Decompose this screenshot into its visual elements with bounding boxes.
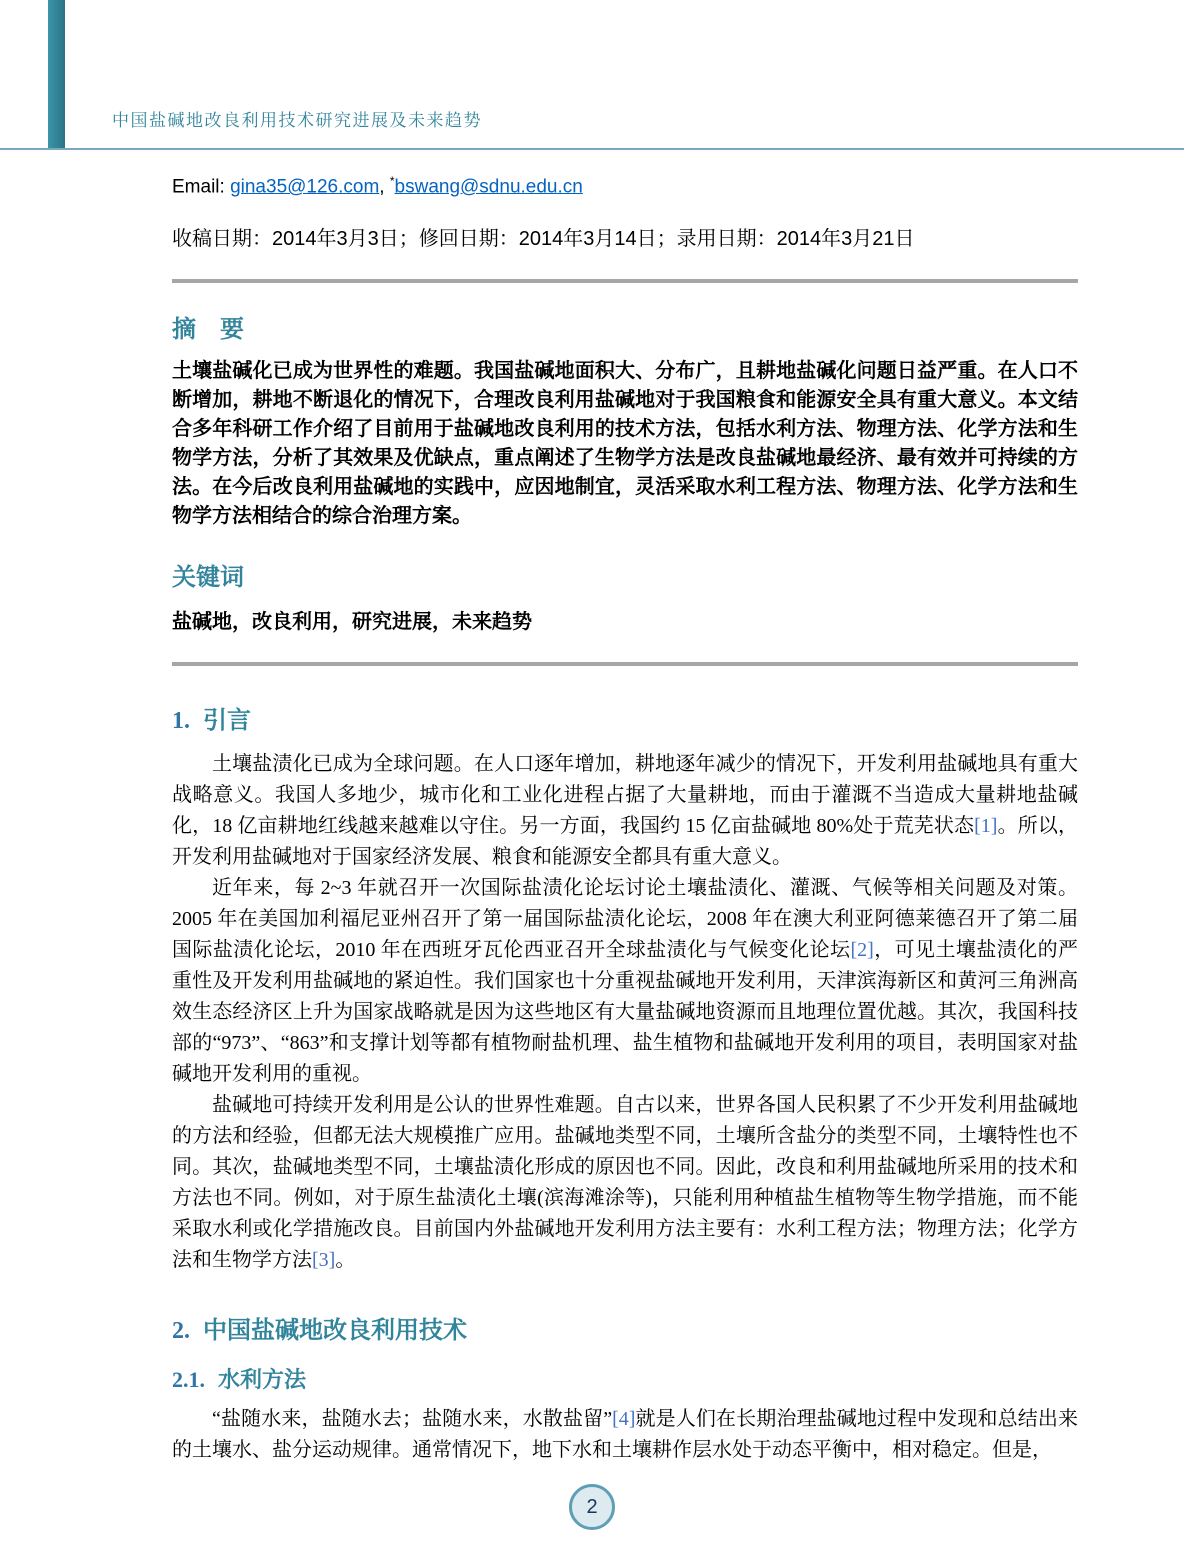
- page-number: 2: [586, 1495, 598, 1518]
- running-head-title: 中国盐碱地改良利用技术研究进展及未来趋势: [112, 111, 482, 130]
- citation-ref-2[interactable]: [2]: [850, 939, 874, 962]
- abstract-heading: 摘 要: [172, 316, 244, 344]
- section-2-number: 2.: [172, 1318, 190, 1345]
- divider-top: [172, 279, 1078, 283]
- header-accent-bar: [48, 0, 65, 148]
- email-line: [172, 174, 1078, 198]
- paragraph-intro-1: [172, 749, 1078, 873]
- divider-bottom: [172, 662, 1078, 666]
- section-1-heading: [172, 700, 1078, 735]
- paragraph-intro-3: [172, 1090, 1078, 1276]
- paragraph-text: 近年来，每 2~3 年就召开一次国际盐渍化论坛讨论土壤盐渍化、灌溉、气候等相关问题及对策。2005 年在美国加利福尼亚州召开了第一届国际盐渍化论坛，2008 年在澳大利亚阿德莱德召开了第二届国际盐渍化论坛，2010 年在西班牙瓦伦西亚召开全球盐渍化与气候变化论坛: [172, 877, 1078, 962]
- section-1-number: 1.: [172, 708, 190, 735]
- paragraph-text: 。: [335, 1249, 356, 1272]
- subsection-2-1-number: 2.1.: [172, 1367, 205, 1393]
- email-label: Email:: [172, 176, 231, 198]
- email-separator: ,: [379, 176, 390, 198]
- paragraph-hydraulic-1: [172, 1404, 1078, 1466]
- dates-line: 收稿日期：2014年3月3日；修回日期：2014年3月14日；录用日期：2014年3月21日: [172, 228, 915, 251]
- citation-ref-1[interactable]: [1]: [974, 815, 998, 838]
- paragraph-intro-2: [172, 873, 1078, 1090]
- citation-ref-3[interactable]: [3]: [312, 1249, 336, 1272]
- paragraph-text: “盐随水来，盐随水去；盐随水来，水散盐留”: [212, 1408, 613, 1431]
- subsection-2-1-title: 水利方法: [218, 1367, 307, 1393]
- paragraph-text: 盐碱地可持续开发利用是公认的世界性难题。自古以来，世界各国人民积累了不少开发利用盐碱地的方法和经验，但都无法大规模推广应用。盐碱地类型不同，土壤所含盐分的类型不同，土壤特性也不同。其次，盐碱地类型不同，土壤盐渍化形成的原因也不同。因此，改良和利用盐碱地所采用的技术和方法也不同。例如，对于原生盐渍化土壤(滨海滩涂等)，只能利用种植盐生植物等生物学措施，而不能采取水利或化学措施改良。目前国内外盐碱地开发利用方法主要有：水利工程方法；物理方法；化学方法和生物学方法: [172, 1094, 1078, 1272]
- page-content: [172, 168, 1078, 1466]
- section-2-title: 中国盐碱地改良利用技术: [203, 1317, 467, 1345]
- corresponding-author-asterisk: *: [389, 174, 395, 188]
- page-number-badge: [569, 1484, 615, 1530]
- paragraph-text: 土壤盐渍化已成为全球问题。在人口逐年增加，耕地逐年减少的情况下，开发利用盐碱地具有重大战略意义。我国人多地少，城市化和工业化进程占据了大量耕地，而由于灌溉不当造成大量耕地盐碱化，18 亿亩耕地红线越来越难以守住。另一方面，我国约 15 亿亩盐碱地 80%处于荒芜状态: [172, 753, 1078, 838]
- paragraph-text: 。所以，开发利用盐碱地对于国家经济发展、粮食和能源安全都具有重大意义。: [172, 815, 1078, 869]
- abstract-text: 土壤盐碱化已成为世界性的难题。我国盐碱地面积大、分布广，且耕地盐碱化问题日益严重。在人口不断增加，耕地不断退化的情况下，合理改良利用盐碱地对于我国粮食和能源安全具有重大意义。本文结合多年科研工作介绍了目前用于盐碱地改良利用的技术方法，包括水利方法、物理方法、化学方法和生物学方法，分析了其效果及优缺点，重点阐述了生物学方法是改良盐碱地最经济、最有效并可持续的方法。在今后改良利用盐碱地的实践中，应因地制宜，灵活采取水利工程方法、物理方法、化学方法和生物学方法相结合的综合治理方案。: [172, 360, 1078, 528]
- email-link-gina[interactable]: gina35@126.com: [230, 176, 380, 198]
- keywords-heading: 关键词: [172, 564, 244, 592]
- subsection-2-1-heading: [172, 1363, 1078, 1394]
- section-2-heading: [172, 1310, 1078, 1345]
- email-link-bswang[interactable]: bswang@sdnu.edu.cn: [394, 176, 583, 198]
- section-1-title: 引言: [203, 707, 251, 735]
- header-divider-line: [0, 148, 1184, 150]
- citation-ref-4[interactable]: [4]: [612, 1408, 636, 1431]
- paragraph-text: ，可见土壤盐渍化的严重性及开发利用盐碱地的紧迫性。我们国家也十分重视盐碱地开发利用，天津滨海新区和黄河三角洲高效生态经济区上升为国家战略就是因为这些地区有大量盐碱地资源而且地理位置优越。其次，我国科技部的“973”、“863”和支撑计划等都有植物耐盐机理、盐生植物和盐碱地开发利用的项目，表明国家对盐碱地开发利用的重视。: [172, 939, 1079, 1086]
- keywords-text: 盐碱地，改良利用，研究进展，未来趋势: [172, 611, 532, 634]
- paragraph-text: 就是人们在长期治理盐碱地过程中发现和总结出来的土壤水、盐分运动规律。通常情况下，地下水和土壤耕作层水处于动态平衡中，相对稳定。但是，: [172, 1408, 1078, 1462]
